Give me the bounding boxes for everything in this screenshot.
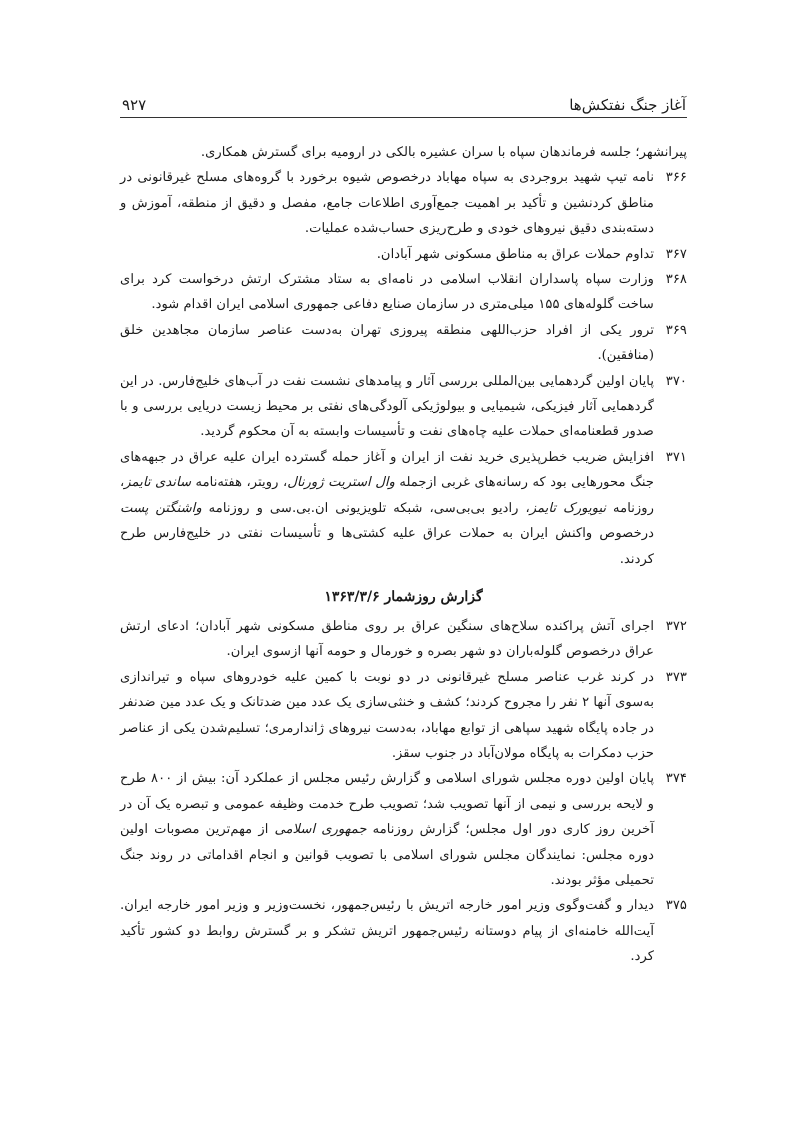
entry-text: دیدار و گفت‌وگوی وزیر امور خارجه اتریش با رئیس‌جمهور، نخست‌وزیر و وزیر امور خارجه ایران. آیت‌الله خامنه‌ای از پیام دوستانه رئیس‌جمهور اتریش تشکر و بر گسترش روابط دو کشور تأکید کرد. <box>120 898 654 965</box>
entry-number: ۳۷۲ <box>665 618 687 634</box>
entry-text: ترور یکی از افراد حزب‌اللهی منطقه پیروزی تهران به‌دست عناصر سازمان مجاهدین خلق (منافقین). <box>120 322 654 364</box>
publication-name: ساندی تایمز <box>124 475 192 491</box>
page-number: ۹۲۷ <box>122 96 147 114</box>
entry-text-part: ، روزنامه <box>120 475 654 516</box>
section-title: گزارش روزشمار ۱۳۶۳/۳/۶ <box>324 588 483 605</box>
entry-number: ۳۷۰ <box>665 373 687 389</box>
entry-number: ۳۶۶ <box>665 170 687 186</box>
entry-text: در کرند غرب عناصر مسلح غیرقانونی در دو نوبت با کمین علیه خودروهای سپاه و تیراندازی به‌سوی آنها ۲ نفر را مجروح کردند؛ کشف و خنثی‌سازی یک عدد مین ضدتانک و یک عدد مین ضدنفر در جاده پایگاه شهید سپاهی از توابع مهاباد، به‌دست نیروهای ژاندارمری؛ تسلیم‌شدن یکی از عناصر حزب دمکرات به پایگاه مولان‌آباد در جنوب سقز. <box>120 669 654 761</box>
running-head <box>122 92 686 114</box>
page-body <box>120 140 687 970</box>
entry-368 <box>120 267 687 318</box>
entry-number: ۳۷۴ <box>665 771 687 787</box>
entry-text: تداوم حملات عراق به مناطق مسکونی شهر آبادان. <box>376 246 654 262</box>
entry-373 <box>120 665 687 767</box>
entry-text-part: از مهم‌ترین مصوبات اولین دوره مجلس: نمایندگان مجلس شورای اسلامی با تصویب قوانین و انجام اقداماتی در روند جنگ تحمیلی مؤثر بودند. <box>120 822 654 888</box>
entry-text-part: پایان اولین دوره مجلس شورای اسلامی و گزارش رئیس مجلس از عملکرد آن: بیش از ۸۰۰ طرح و لایحه بررسی و نیمی از آنها تصویب شد؛ تصویب طرح خدمت وظیفه عمومی و تبصره یک آن در آخرین روز کاری دور اول مجلس؛ گزارش روزنامه <box>120 771 655 838</box>
continuation-paragraph: پیرانشهر؛ جلسه فرماندهان سپاه با سران عشیره بالکی در ارومیه برای گسترش همکاری. <box>200 145 687 160</box>
entry-374 <box>120 766 687 893</box>
entry-number: ۳۷۱ <box>665 449 687 465</box>
running-title: آغاز جنگ نفتکش‌ها <box>569 96 686 114</box>
entry-text: پایان اولین گردهمایی بین‌المللی بررسی آثار و پیامدهای نشست نفت در آب‌های خلیج‌فارس. در این گردهمایی آثار فیزیکی، شیمیایی و بیولوژیکی آلودگی‌های نفتی بر محیط زیست دریایی بررسی و با صدور قطعنامه‌ای حملات علیه چاه‌های نفت و تأسیسات وابسته به آن محکوم گردید. <box>120 373 654 440</box>
entry-number: ۳۷۳ <box>665 669 687 685</box>
entry-369 <box>120 318 687 369</box>
entry-text-part: افزایش ضریب خطرپذیری خرید نفت از ایران و آغاز حمله گسترده ایران علیه عراق در جبهه‌های جنگ محورهایی بود که رسانه‌های غربی ازجمله <box>120 449 655 491</box>
entry-372 <box>120 614 687 665</box>
entry-number: ۳۶۸ <box>665 272 687 288</box>
entry-370 <box>120 369 687 445</box>
publication-name: وال استریت ژورنال <box>287 475 395 491</box>
entry-text-part: ، رویتر، هفته‌نامه <box>191 475 288 491</box>
entry-text: اجرای آتش پراکنده سلاح‌های سنگین عراق بر روی مناطق مسکونی شهر آبادان؛ ادعای ارتش عراق درخصوص گلوله‌باران دو شهر بصره و خورمال و حومه آنها ازسوی ایران. <box>120 618 654 660</box>
header-rule <box>120 117 687 118</box>
entry-text-part: ، رادیو بی‌بی‌سی، شبکه تلویزیونی ان.بی.سی و روزنامه <box>201 500 530 516</box>
entry-text: نامه تیپ شهید بروجردی به سپاه مهاباد درخصوص شیوه برخورد با گروه‌های مسلح غیرقانونی در مناطق کردنشین و تأکید بر اهمیت جمع‌آوری اطلاعات جامع، مفصل و دقیق از منطقه، آموزش و دسته‌بندی دقیق نیروهای خودی و طرح‌ریزی حساب‌شده عملیات. <box>120 170 654 237</box>
entry-366 <box>120 165 687 241</box>
entry-text-part: درخصوص واکنش ایران به حملات عراق علیه کشتی‌ها و تأسیسات نفتی در خلیج‌فارس طرح کردند. <box>120 526 654 567</box>
entry-367 <box>120 242 687 267</box>
entry-text: وزارت سپاه پاسداران انقلاب اسلامی در نامه‌ای به ستاد مشترک ارتش درخواست کرد برای ساخت گلوله‌های ۱۵۵ میلی‌متری در سازمان صنایع دفاعی جمهوری اسلامی ایران اقدام شود. <box>120 272 654 313</box>
entry-375 <box>120 893 687 969</box>
publication-name: واشنگتن پست <box>120 500 202 516</box>
entry-number: ۳۷۵ <box>665 898 687 914</box>
publication-name: جمهوری اسلامی <box>274 822 367 838</box>
entry-number: ۳۶۹ <box>665 322 687 338</box>
publication-name: نیویورک تایمز <box>529 500 607 516</box>
entry-371 <box>120 445 687 572</box>
entry-number: ۳۶۷ <box>665 246 687 262</box>
